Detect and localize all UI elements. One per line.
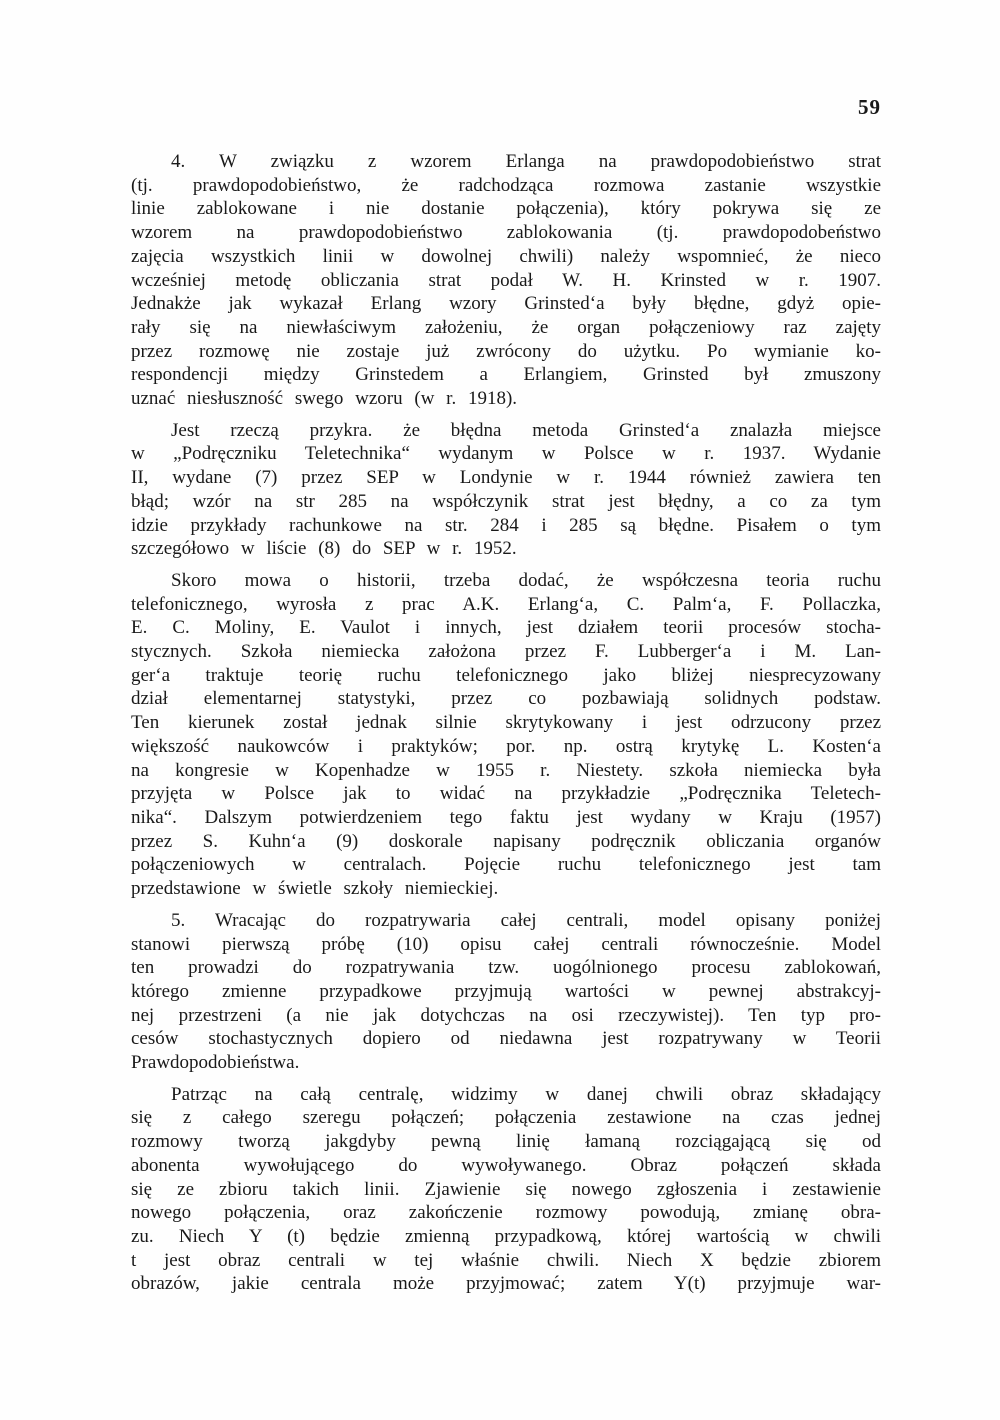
text-line: wzorem na prawdopodobieństwo zablokowania (tj. prawdopodobeństwo [131,222,881,244]
text-line: Jednakże jak wykazał Erlang wzory Grinsted‘a były błędne, gdyż opie- [131,293,881,315]
text-line: rały się na niewłaściwym założeniu, że organ połączeniowy raz zajęty [131,316,881,338]
text-line: abonenta wywołującego do wywoływanego. Obraz połączeń składa [131,1154,881,1176]
text-line: stanowi pierwszą próbę (10) opisu całej centrali równocześnie. Model [131,933,881,955]
text-line: linie zablokowane i nie dostanie połączenia), który pokrywa się ze [131,198,881,220]
text-line: nej przestrzeni (a nie jak dotychczas na osi rzeczywistej). Ten typ pro- [131,1004,881,1026]
text-block [131,150,881,1296]
text-line: szczegółowo w liście (8) do SEP w r. 1952. [131,538,517,560]
text-line: idzie przykłady rachunkowe na str. 284 i 285 są błędne. Pisałem o tym [131,514,881,536]
text-line: się z całego szeregu połączeń; połączenia zestawione na czas jednej [131,1107,881,1129]
paragraph [131,909,881,1075]
text-line: wcześniej metodę obliczania strat podał W. H. Krinsted w r. 1907. [131,269,881,291]
text-line: nika“. Dalszym potwierdzeniem tego faktu jest wydany w Kraju (1957) [131,806,881,828]
text-line: II, wydane (7) przez SEP w Londynie w r. 1944 również zawiera ten [131,467,881,489]
text-line: respondencji między Grinstedem a Erlangiem, Grinsted był zmuszony [131,364,881,386]
text-line: większość naukowców i praktyków; por. np. ostrą krytykę L. Kosten‘a [131,735,881,757]
text-line: zajęcia wszystkich linii w dowolnej chwili) należy wspomnieć, że nieco [131,245,881,267]
text-line: którego zmienne przypadkowe przyjmują wartości w pewnej abstrakcyj- [131,980,881,1002]
text-line: ger‘a traktuje teorię ruchu telefonicznego jako bliżej niesprecyzowany [131,664,881,686]
text-line: przedstawione w świetle szkoły niemieckiej. [131,878,499,900]
text-line: rozmowy tworzą jakgdyby pewną linię łamaną rozciągającą się od [131,1131,881,1153]
text-line: Ten kierunek został jednak silnie skrytykowany i jest odrzucony przez [131,712,881,734]
paragraph [131,1083,881,1296]
text-line: cesów stochastycznych dopiero od niedawna jest rozpatrywany w Teorii [131,1028,881,1050]
text-line: Prawdopodobieństwa. [131,1052,300,1074]
text-line: przez S. Kuhn‘a (9) doskorale napisany podręcznik obliczania organów [131,830,881,852]
text-line: ten prowadzi do rozpatrywania tzw. uogólnionego procesu zablokowań, [131,957,881,979]
text-line: stycznych. Szkoła niemiecka założona przez F. Lubberger‘a i M. Lan- [131,641,881,663]
text-line: przyjęta w Polsce jak to widać na przykładzie „Podręcznika Teletech- [131,783,881,805]
paragraph [131,419,881,561]
text-line: Patrząc na całą centralę, widzimy w danej chwili obraz składający [171,1083,881,1105]
text-line: obrazów, jakie centrala może przyjmować; zatem Y(t) przyjmuje war- [131,1273,881,1295]
text-line: dział elementarnej statystyki, przez co pozbawiają solidnych podstaw. [131,688,881,710]
text-line: E. C. Moliny, E. Vaulot i innych, jest działem teorii procesów stocha- [131,617,881,639]
text-line: na kongresie w Kopenhadze w 1955 r. Niestety. szkoła niemiecka była [131,759,881,781]
text-line: błąd; wzór na str 285 na współczynik strat jest błędny, a co za tym [131,490,881,512]
text-line: zu. Niech Y (t) będzie zmienną przypadkową, której wartością w chwili [131,1225,881,1247]
text-line: Jest rzeczą przykra. że błędna metoda Grinsted‘a znalazła miejsce [171,419,881,441]
text-line: telefonicznego, wyrosła z prac A.K. Erlang‘a, C. Palm‘a, F. Pollaczka, [131,593,881,615]
text-line: uznać niesłuszność swego wzoru (w r. 1918). [131,388,518,410]
paragraph [131,569,881,901]
text-line: 5. Wracając do rozpatrywaria całej centrali, model opisany poniżej [171,909,881,931]
text-line: przez rozmowę nie zostaje już zwrócony do użytku. Po wymianie ko- [131,340,881,362]
text-line: Skoro mowa o historii, trzeba dodać, że współczesna teoria ruchu [171,569,881,591]
page-number: 59 [858,95,881,119]
paragraph [131,150,881,411]
text-line: t jest obraz centrali w tej właśnie chwili. Niech X będzie zbiorem [131,1249,881,1271]
text-line: nowego połączenia, oraz zakończenie rozmowy powodują, zmianę obra- [131,1202,881,1224]
text-line: (tj. prawdopodobieństwo, że radchodząca rozmowa zastanie wszystkie [131,174,881,196]
text-line: się ze zbioru takich linii. Zjawienie się nowego zgłoszenia i zestawienie [131,1178,881,1200]
text-line: połączeniowych w centralach. Pojęcie ruchu telefonicznego jest tam [131,854,881,876]
text-line: 4. W związku z wzorem Erlanga na prawdopodobieństwo strat [171,151,881,172]
text-line: w „Podręczniku Teletechnika“ wydanym w Polsce w r. 1937. Wydanie [131,443,881,465]
